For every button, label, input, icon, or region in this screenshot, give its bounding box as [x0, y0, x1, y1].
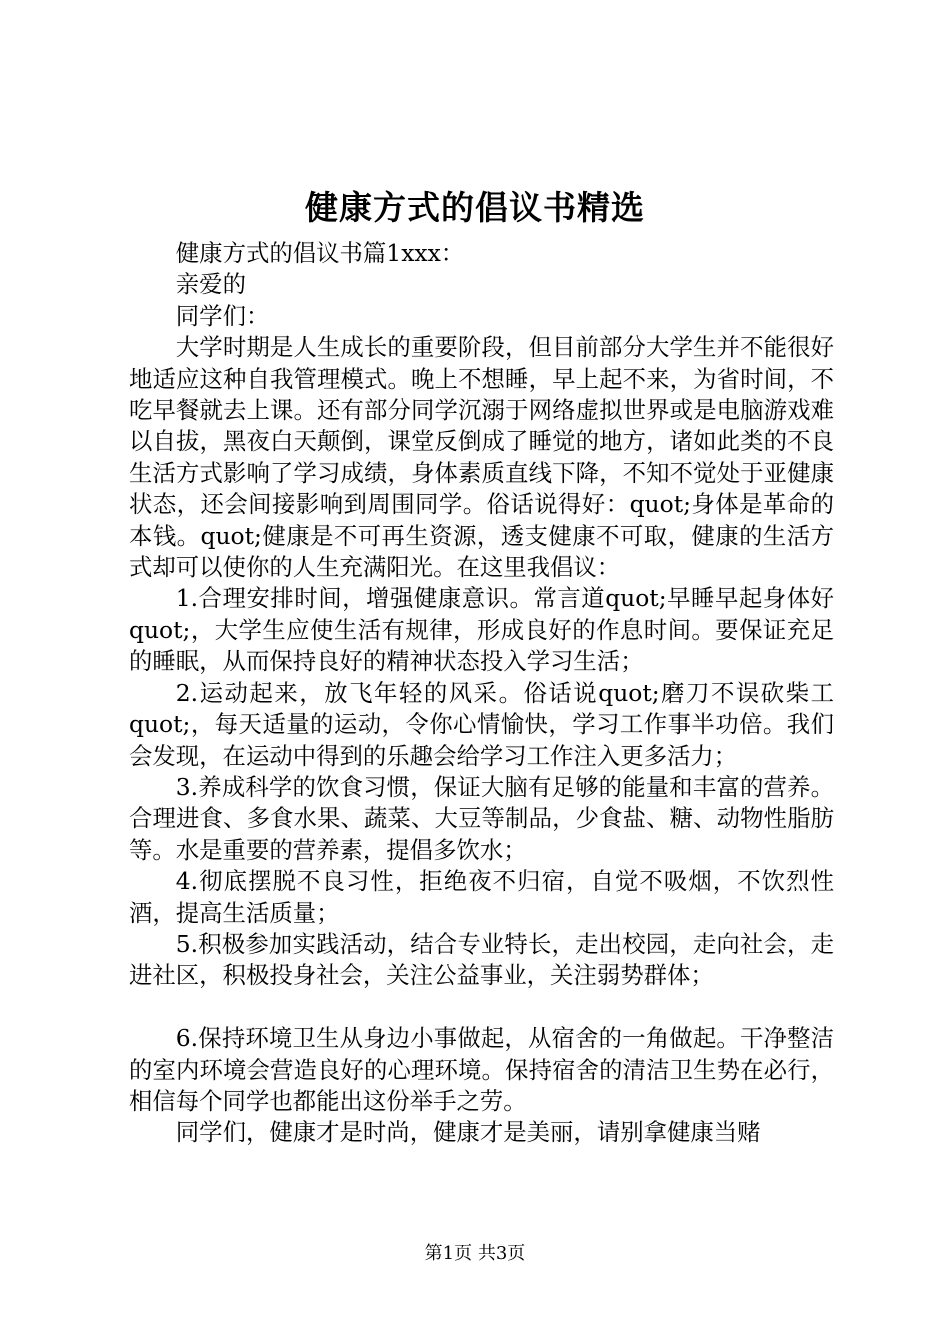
paragraph-salutation-1: 亲爱的: [175, 270, 246, 299]
paragraph-item-3: 3.养成科学的饮食习惯，保证大脑有足够的能量和丰富的营养。合理进食、多食水果、蔬菜、大豆等制品，少食盐、糖、动物性脂肪等。水是重要的营养素，提倡多饮水；: [129, 772, 834, 864]
paragraph-intro: 大学时期是人生成长的重要阶段，但目前部分大学生并不能很好地适应这种自我管理模式。晚上不想睡，早上起不来，为省时间，不吃早餐就去上课。还有部分同学沉溺于网络虚拟世界或是电脑游戏难以自拔，黑夜白天颠倒，课堂反倒成了睡觉的地方，诸如此类的不良生活方式影响了学习成绩，身体素质直线下降，不知不觉处于亚健康状态，还会间接影响到周围同学。俗话说得好：quot;身体是革命的本钱。quot;健康是不可再生资源，透支健康不可取，健康的生活方式却可以使你的人生充满阳光。在这里我倡议：: [129, 333, 834, 582]
document-body: [129, 238, 834, 1149]
document-title: 健康方式的倡议书精选: [305, 188, 645, 227]
paragraph-heading: 健康方式的倡议书篇1xxx：: [175, 239, 465, 267]
paragraph-item-6: 6.保持环境卫生从身边小事做起，从宿舍的一角做起。干净整洁的室内环境会营造良好的心理环境。保持宿舍的清洁卫生势在必行，相信每个同学也都能出这份举手之劳。: [129, 1024, 834, 1115]
paragraph-item-1: 1.合理安排时间，增强健康意识。常言道quot;早睡早起身体好quot;，大学生应使生活有规律，形成良好的作息时间。要保证充足的睡眠，从而保持良好的精神状态投入学习生活；: [129, 584, 834, 676]
paragraph-item-5: 5.积极参加实践活动，结合专业特长，走出校园，走向社会，走进社区，积极投身社会，关注公益事业，关注弱势群体；: [129, 929, 834, 990]
paragraph-item-2: 2.运动起来，放飞年轻的风采。俗话说quot;磨刀不误砍柴工quot;，每天适量的运动，令你心情愉快，学习工作事半功倍。我们会发现，在运动中得到的乐趣会给学习工作注入更多活力；: [129, 678, 834, 770]
paragraph-closing: 同学们，健康才是时尚，健康才是美丽，请别拿健康当赌: [175, 1118, 761, 1147]
paragraph-item-4: 4.彻底摆脱不良习性，拒绝夜不归宿，自觉不吸烟，不饮烈性酒，提高生活质量；: [129, 867, 834, 927]
paragraph-salutation-2: 同学们：: [175, 301, 270, 330]
page-indicator: 第1页 共3页: [424, 1243, 526, 1264]
